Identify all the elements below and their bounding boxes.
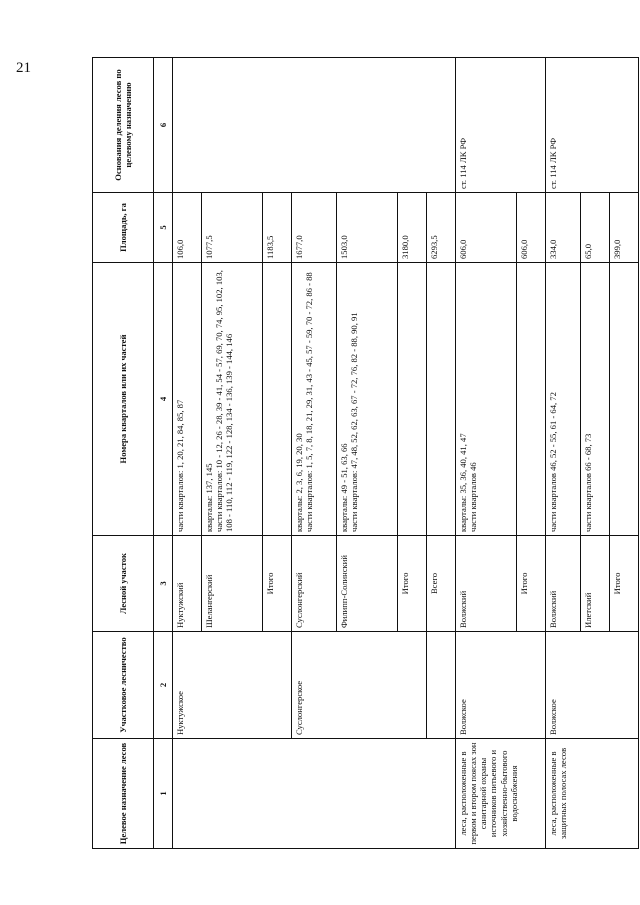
area-cell: 1503,0 xyxy=(337,193,398,263)
col-number: 4 xyxy=(154,263,173,536)
header-area: Площадь, га xyxy=(93,193,154,263)
col-number: 1 xyxy=(154,739,173,849)
document-page xyxy=(92,58,622,849)
area-cell: 1183,5 xyxy=(263,193,292,263)
quarters-cell-empty xyxy=(610,263,639,536)
area-cell: 3180,0 xyxy=(398,193,427,263)
total-label: Итого xyxy=(263,536,292,632)
quarters-cell: части кварталов 66 - 68, 73 xyxy=(581,263,610,536)
purpose-cell: леса, расположенные в первом и втором поясах зон санитарной охраны источников питьевого и хозяйственно-бытового водоснабжения xyxy=(456,739,546,849)
rotated-table-wrapper xyxy=(92,58,622,849)
area-cell: 606,0 xyxy=(517,193,546,263)
col-number: 3 xyxy=(154,536,173,632)
quarters-cell: кварталы: 2, 3, 6, 19, 20, 30 части кварталов: 1, 5, 7, 8, 18, 21, 29, 31, 43 - 45, 57 - 59, 70 - 72, 86 - 88 xyxy=(292,263,337,536)
area-cell: 606,0 xyxy=(456,193,517,263)
header-quarters: Номера кварталов или их частей xyxy=(93,263,154,536)
header-forestry: Участковое лесничество xyxy=(93,632,154,739)
purpose-cell: леса, расположенные в защитных полосах лесов xyxy=(546,739,639,849)
quarters-cell: части кварталов: 1, 20, 21, 84, 85, 87 xyxy=(173,263,202,536)
table-row xyxy=(173,58,202,849)
site-cell: Шеланrерский xyxy=(202,536,263,632)
area-cell: 1677,0 xyxy=(292,193,337,263)
forestry-cell: Волжское xyxy=(456,632,546,739)
quarters-cell-empty xyxy=(398,263,427,536)
area-cell: 1077,5 xyxy=(202,193,263,263)
total-label: Итого xyxy=(517,536,546,632)
header-basis: Основания деления лесов по целевому назначению xyxy=(93,58,154,193)
page-number: 21 xyxy=(16,60,31,76)
quarters-cell-empty xyxy=(263,263,292,536)
basis-cell: ст. 114 ЛК РФ xyxy=(546,58,639,193)
basis-cell-empty xyxy=(173,58,456,193)
header-purpose: Целевое назначение лесов xyxy=(93,739,154,849)
table-row xyxy=(456,58,517,849)
forest-purpose-table xyxy=(92,57,639,849)
area-cell: 399,0 xyxy=(610,193,639,263)
quarters-cell-empty xyxy=(427,263,456,536)
table-row xyxy=(546,58,581,849)
area-cell: 334,0 xyxy=(546,193,581,263)
col-number: 6 xyxy=(154,58,173,193)
site-cell: Филипп-Солинский xyxy=(337,536,398,632)
site-cell: Нуктужский xyxy=(173,536,202,632)
area-cell: 106,0 xyxy=(173,193,202,263)
basis-cell: ст. 114 ЛК РФ xyxy=(456,58,546,193)
col-number: 2 xyxy=(154,632,173,739)
header-site: Лесной участок xyxy=(93,536,154,632)
forestry-cell: Суслонгерское xyxy=(292,632,427,739)
site-cell: Волжский xyxy=(546,536,581,632)
purpose-cell-empty xyxy=(173,739,456,849)
total-label: Итого xyxy=(610,536,639,632)
forestry-cell: Нуктужское xyxy=(173,632,292,739)
total-label: Итого xyxy=(398,536,427,632)
quarters-cell: части кварталов 46, 52 - 55, 61 - 64, 72 xyxy=(546,263,581,536)
grand-total-label: Всего xyxy=(427,536,456,632)
forestry-cell: Волжское xyxy=(546,632,639,739)
area-cell: 65,0 xyxy=(581,193,610,263)
quarters-cell: кварталы: 137, 145 части кварталов: 10 - 12, 26 - 28, 39 - 41, 54 - 57, 69, 70, 74, 95, 102, 103, 108 - 110, 112 - 119, 122 - 128, 134 - 136, 139 - 144, 146 xyxy=(202,263,263,536)
quarters-cell: кварталы: 35, 36, 40, 41, 47 части кварталов 46 xyxy=(456,263,517,536)
quarters-cell: кварталы: 49 - 51, 63, 66 части кварталов: 47, 48, 52, 62, 63, 67 - 72, 76, 82 - 88, 90, 91 xyxy=(337,263,398,536)
site-cell: Суслонгерский xyxy=(292,536,337,632)
forestry-cell-empty xyxy=(427,632,456,739)
site-cell: Волжский xyxy=(456,536,517,632)
site-cell: Илетский xyxy=(581,536,610,632)
col-number: 5 xyxy=(154,193,173,263)
area-cell: 6293,5 xyxy=(427,193,456,263)
quarters-cell-empty xyxy=(517,263,546,536)
